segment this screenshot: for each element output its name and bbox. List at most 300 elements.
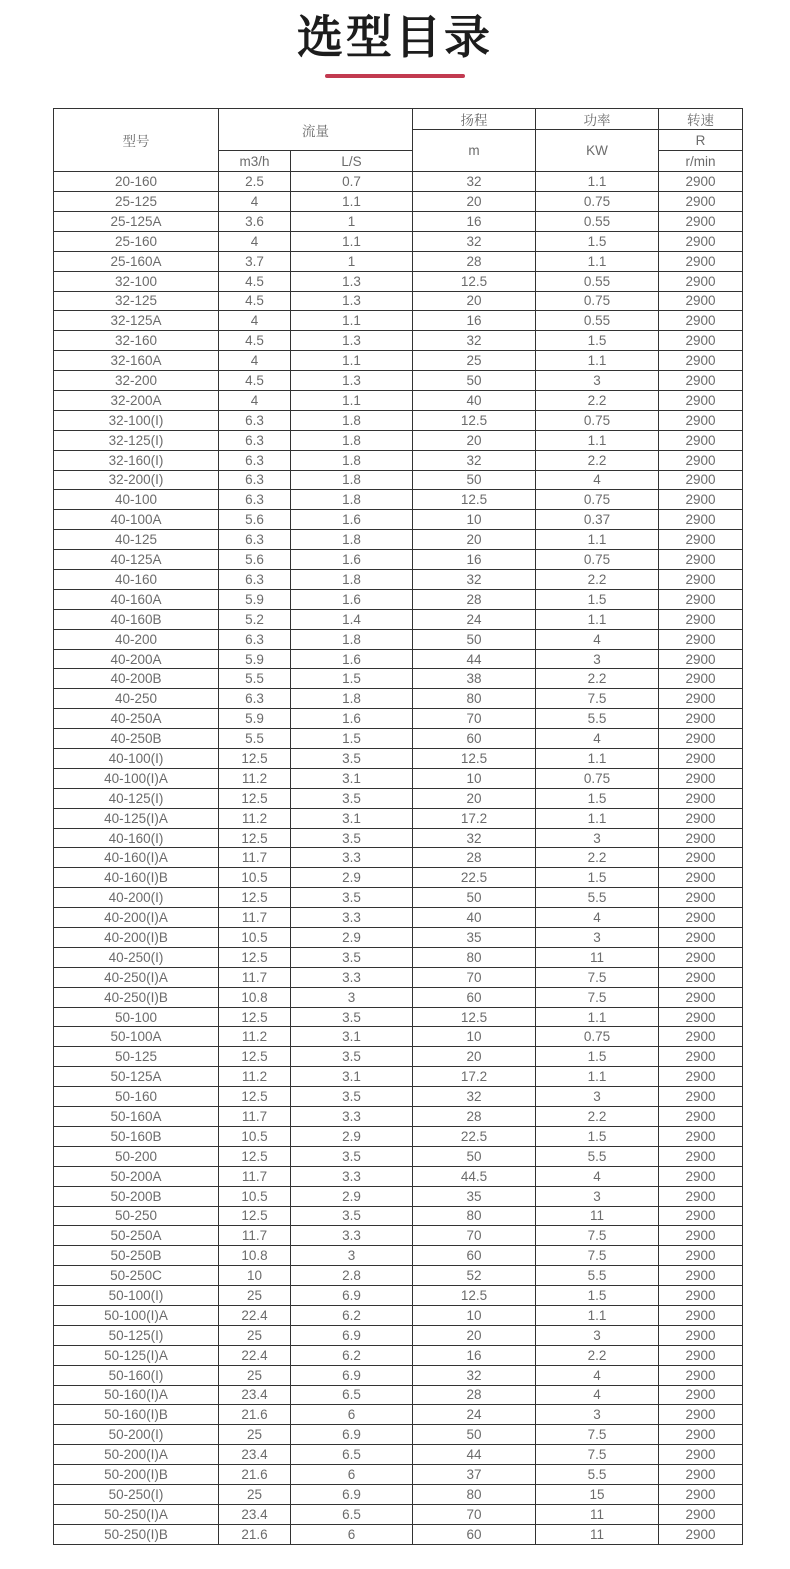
table-cell: 1.8: [291, 689, 413, 709]
table-cell: 32: [413, 172, 536, 192]
table-row: [54, 231, 743, 251]
table-cell: 4: [219, 351, 291, 371]
table-cell: 25: [219, 1325, 291, 1345]
table-cell: 50-125(I)A: [54, 1345, 219, 1365]
table-cell: 2900: [659, 1007, 743, 1027]
table-cell: 1.1: [291, 390, 413, 410]
table-cell: 1.3: [291, 291, 413, 311]
table-cell: 50-125: [54, 1047, 219, 1067]
table-cell: 5.5: [219, 669, 291, 689]
table-cell: 6.3: [219, 570, 291, 590]
table-cell: 12.5: [413, 1007, 536, 1027]
table-cell: 32-160A: [54, 351, 219, 371]
table-cell: 40-160B: [54, 609, 219, 629]
table-cell: 10: [413, 510, 536, 530]
table-cell: 32-200: [54, 371, 219, 391]
table-cell: 3.5: [291, 947, 413, 967]
table-cell: 0.75: [536, 1027, 659, 1047]
table-cell: 2900: [659, 967, 743, 987]
table-cell: 4: [219, 192, 291, 212]
table-row: [54, 192, 743, 212]
table-row: [54, 848, 743, 868]
table-row: [54, 1047, 743, 1067]
table-cell: 80: [413, 1206, 536, 1226]
table-row: [54, 1226, 743, 1246]
table-cell: 40-100(I): [54, 749, 219, 769]
table-cell: 40-250(I)B: [54, 987, 219, 1007]
table-cell: 37: [413, 1465, 536, 1485]
table-row: [54, 1405, 743, 1425]
table-row: [54, 430, 743, 450]
table-cell: 12.5: [413, 490, 536, 510]
table-row: [54, 410, 743, 430]
table-cell: 20: [413, 788, 536, 808]
table-cell: 40-100(I)A: [54, 768, 219, 788]
table-cell: 25-160: [54, 231, 219, 251]
table-cell: 5.9: [219, 589, 291, 609]
table-cell: 23.4: [219, 1385, 291, 1405]
table-cell: 32-125: [54, 291, 219, 311]
table-cell: 11.7: [219, 908, 291, 928]
table-cell: 40-160A: [54, 589, 219, 609]
table-cell: 3: [291, 1246, 413, 1266]
table-cell: 50-100: [54, 1007, 219, 1027]
table-cell: 11.2: [219, 1067, 291, 1087]
table-cell: 6.3: [219, 530, 291, 550]
table-cell: 2.8: [291, 1266, 413, 1286]
table-cell: 4: [536, 1385, 659, 1405]
table-cell: 17.2: [413, 808, 536, 828]
table-cell: 20: [413, 192, 536, 212]
table-cell: 40-160(I)B: [54, 868, 219, 888]
table-cell: 1.8: [291, 629, 413, 649]
table-cell: 2900: [659, 1266, 743, 1286]
table-cell: 3.3: [291, 1226, 413, 1246]
table-cell: 6.9: [291, 1425, 413, 1445]
table-row: [54, 1266, 743, 1286]
table-cell: 10.5: [219, 928, 291, 948]
table-cell: 32: [413, 570, 536, 590]
table-cell: 3.1: [291, 1027, 413, 1047]
table-cell: 17.2: [413, 1067, 536, 1087]
table-row: [54, 1425, 743, 1445]
table-row: [54, 550, 743, 570]
table-cell: 6.2: [291, 1305, 413, 1325]
table-cell: 2900: [659, 848, 743, 868]
table-cell: 7.5: [536, 689, 659, 709]
table-cell: 52: [413, 1266, 536, 1286]
table-cell: 10: [219, 1266, 291, 1286]
table-cell: 60: [413, 1246, 536, 1266]
table-row: [54, 1087, 743, 1107]
table-row: [54, 1385, 743, 1405]
table-row: [54, 1186, 743, 1206]
table-cell: 7.5: [536, 1425, 659, 1445]
table-cell: 2900: [659, 271, 743, 291]
table-row: [54, 788, 743, 808]
table-cell: 11: [536, 1504, 659, 1524]
table-row: [54, 351, 743, 371]
table-cell: 50-200: [54, 1146, 219, 1166]
table-cell: 21.6: [219, 1405, 291, 1425]
table-cell: 2900: [659, 172, 743, 192]
table-row: [54, 470, 743, 490]
table-cell: 28: [413, 251, 536, 271]
table-cell: 2900: [659, 788, 743, 808]
table-row: [54, 1206, 743, 1226]
table-cell: 4: [536, 1365, 659, 1385]
table-cell: 1.1: [536, 1305, 659, 1325]
table-cell: 40: [413, 390, 536, 410]
table-cell: 5.5: [219, 729, 291, 749]
table-cell: 6.3: [219, 450, 291, 470]
selection-catalog-table: [53, 108, 743, 1544]
table-row: [54, 1146, 743, 1166]
table-header: [54, 109, 743, 172]
table-cell: 25-125A: [54, 211, 219, 231]
table-row: [54, 1465, 743, 1485]
table-cell: 11.7: [219, 1166, 291, 1186]
table-cell: 22.5: [413, 1126, 536, 1146]
table-cell: 1.5: [536, 1126, 659, 1146]
table-cell: 2900: [659, 291, 743, 311]
table-cell: 10.5: [219, 1126, 291, 1146]
table-cell: 2900: [659, 1425, 743, 1445]
table-cell: 50-160: [54, 1087, 219, 1107]
table-cell: 2900: [659, 1067, 743, 1087]
table-cell: 0.37: [536, 510, 659, 530]
table-cell: 2900: [659, 1047, 743, 1067]
table-cell: 50-100A: [54, 1027, 219, 1047]
table-cell: 50: [413, 1146, 536, 1166]
table-cell: 4: [536, 470, 659, 490]
table-cell: 10.8: [219, 987, 291, 1007]
table-cell: 50-200B: [54, 1186, 219, 1206]
table-cell: 15: [536, 1484, 659, 1504]
table-cell: 3.1: [291, 1067, 413, 1087]
table-cell: 40-200A: [54, 649, 219, 669]
table-cell: 10: [413, 1305, 536, 1325]
table-cell: 50-250B: [54, 1246, 219, 1266]
table-cell: 50-200(I): [54, 1425, 219, 1445]
table-cell: 2900: [659, 908, 743, 928]
table-cell: 40-160: [54, 570, 219, 590]
table-row: [54, 609, 743, 629]
table-cell: 2.9: [291, 1126, 413, 1146]
table-cell: 3: [536, 1087, 659, 1107]
table-cell: 6.2: [291, 1345, 413, 1365]
table-cell: 3: [536, 1186, 659, 1206]
table-cell: 50-160(I)A: [54, 1385, 219, 1405]
table-cell: 4: [219, 231, 291, 251]
table-cell: 10.5: [219, 1186, 291, 1206]
table-cell: 11.7: [219, 1226, 291, 1246]
table-cell: 32: [413, 331, 536, 351]
table-cell: 2900: [659, 928, 743, 948]
table-cell: 3.5: [291, 1087, 413, 1107]
table-row: [54, 828, 743, 848]
table-cell: 50-160(I)B: [54, 1405, 219, 1425]
table-cell: 25: [219, 1365, 291, 1385]
table-cell: 4: [536, 908, 659, 928]
table-cell: 25: [219, 1286, 291, 1306]
table-cell: 1.8: [291, 470, 413, 490]
table-cell: 1.1: [291, 192, 413, 212]
table-cell: 25-160A: [54, 251, 219, 271]
table-cell: 32-200(I): [54, 470, 219, 490]
table-cell: 25: [219, 1484, 291, 1504]
table-cell: 5.5: [536, 1465, 659, 1485]
table-row: [54, 1107, 743, 1127]
table-row: [54, 908, 743, 928]
table-cell: 6.3: [219, 490, 291, 510]
table-row: [54, 510, 743, 530]
table-cell: 2900: [659, 1286, 743, 1306]
table-cell: 5.2: [219, 609, 291, 629]
table-cell: 2900: [659, 1465, 743, 1485]
table-cell: 3: [536, 371, 659, 391]
column-header-flow-m3h: m3/h: [219, 151, 291, 172]
table-cell: 11: [536, 947, 659, 967]
table-cell: 80: [413, 689, 536, 709]
table-cell: 1.5: [536, 589, 659, 609]
table-cell: 7.5: [536, 1246, 659, 1266]
table-cell: 0.55: [536, 211, 659, 231]
table-cell: 21.6: [219, 1465, 291, 1485]
table-cell: 32-160: [54, 331, 219, 351]
column-header-flow-ls: L/S: [291, 151, 413, 172]
table-cell: 50: [413, 371, 536, 391]
table-cell: 2900: [659, 550, 743, 570]
table-cell: 40-200: [54, 629, 219, 649]
table-cell: 32-200A: [54, 390, 219, 410]
table-cell: 4.5: [219, 291, 291, 311]
table-cell: 2900: [659, 1385, 743, 1405]
table-cell: 40-200(I): [54, 888, 219, 908]
column-header-power-unit: KW: [536, 130, 659, 172]
table-cell: 2900: [659, 311, 743, 331]
table-cell: 50-250(I)B: [54, 1524, 219, 1544]
table-row: [54, 808, 743, 828]
table-cell: 3: [536, 928, 659, 948]
table-cell: 1.6: [291, 649, 413, 669]
table-cell: 3.3: [291, 967, 413, 987]
table-row: [54, 749, 743, 769]
table-cell: 28: [413, 848, 536, 868]
table-cell: 6.5: [291, 1385, 413, 1405]
table-cell: 2.2: [536, 669, 659, 689]
table-cell: 40-250A: [54, 709, 219, 729]
table-cell: 7.5: [536, 987, 659, 1007]
table-cell: 32-125(I): [54, 430, 219, 450]
table-cell: 11.7: [219, 1107, 291, 1127]
table-cell: 0.75: [536, 768, 659, 788]
table-cell: 22.4: [219, 1345, 291, 1365]
table-cell: 4.5: [219, 371, 291, 391]
table-cell: 28: [413, 1107, 536, 1127]
table-cell: 6.9: [291, 1325, 413, 1345]
table-cell: 3.1: [291, 768, 413, 788]
table-cell: 50-160(I): [54, 1365, 219, 1385]
table-cell: 10.8: [219, 1246, 291, 1266]
table-cell: 2900: [659, 1206, 743, 1226]
table-cell: 1.1: [536, 1007, 659, 1027]
table-cell: 12.5: [219, 1047, 291, 1067]
table-cell: 50-250: [54, 1206, 219, 1226]
table-cell: 32: [413, 1087, 536, 1107]
table-row: [54, 291, 743, 311]
table-cell: 5.6: [219, 550, 291, 570]
table-cell: 40: [413, 908, 536, 928]
table-row: [54, 172, 743, 192]
table-cell: 2900: [659, 1365, 743, 1385]
table-cell: 2900: [659, 987, 743, 1007]
table-cell: 32-100: [54, 271, 219, 291]
table-cell: 6.3: [219, 470, 291, 490]
table-cell: 2900: [659, 888, 743, 908]
table-cell: 6: [291, 1465, 413, 1485]
column-header-speed-r: R: [659, 130, 743, 151]
table-cell: 3: [291, 987, 413, 1007]
table-cell: 2.5: [219, 172, 291, 192]
table-cell: 1.5: [536, 1286, 659, 1306]
table-cell: 50-200A: [54, 1166, 219, 1186]
table-cell: 2900: [659, 768, 743, 788]
table-cell: 1.1: [536, 808, 659, 828]
table-cell: 35: [413, 928, 536, 948]
table-cell: 40-125(I): [54, 788, 219, 808]
table-cell: 32: [413, 828, 536, 848]
table-cell: 50-100(I)A: [54, 1305, 219, 1325]
table-row: [54, 1365, 743, 1385]
table-cell: 2900: [659, 1305, 743, 1325]
table-cell: 2900: [659, 430, 743, 450]
table-cell: 2900: [659, 470, 743, 490]
table-cell: 50-200(I)A: [54, 1445, 219, 1465]
table-cell: 1.1: [291, 231, 413, 251]
table-cell: 20: [413, 1325, 536, 1345]
table-cell: 2900: [659, 530, 743, 550]
table-cell: 3: [536, 828, 659, 848]
table-cell: 0.7: [291, 172, 413, 192]
table-cell: 1.5: [536, 331, 659, 351]
table-cell: 2900: [659, 211, 743, 231]
table-cell: 2900: [659, 749, 743, 769]
table-cell: 28: [413, 1385, 536, 1405]
table-cell: 4.5: [219, 271, 291, 291]
table-row: [54, 629, 743, 649]
table-cell: 5.5: [536, 888, 659, 908]
table-cell: 11.2: [219, 1027, 291, 1047]
table-cell: 20: [413, 430, 536, 450]
table-cell: 0.55: [536, 311, 659, 331]
table-cell: 0.55: [536, 271, 659, 291]
table-cell: 2900: [659, 1146, 743, 1166]
table-cell: 6.3: [219, 629, 291, 649]
table-cell: 0.75: [536, 291, 659, 311]
table-cell: 23.4: [219, 1504, 291, 1524]
table-cell: 32: [413, 231, 536, 251]
table-cell: 21.6: [219, 1524, 291, 1544]
table-row: [54, 1484, 743, 1504]
column-header-speed: 转速: [659, 109, 743, 130]
table-row: [54, 1027, 743, 1047]
table-cell: 40-125: [54, 530, 219, 550]
table-cell: 40-250(I)A: [54, 967, 219, 987]
table-cell: 40-200(I)B: [54, 928, 219, 948]
table-cell: 32-125A: [54, 311, 219, 331]
table-cell: 4: [219, 390, 291, 410]
table-row: [54, 649, 743, 669]
column-header-flow: 流量: [219, 109, 413, 151]
table-row: [54, 669, 743, 689]
table-cell: 2900: [659, 729, 743, 749]
table-cell: 50: [413, 629, 536, 649]
table-cell: 3.5: [291, 888, 413, 908]
table-cell: 1.8: [291, 490, 413, 510]
table-row: [54, 1445, 743, 1465]
table-cell: 2900: [659, 689, 743, 709]
table-cell: 44: [413, 649, 536, 669]
table-cell: 50-125(I): [54, 1325, 219, 1345]
table-cell: 2.2: [536, 390, 659, 410]
table-cell: 0.75: [536, 550, 659, 570]
table-cell: 10: [413, 1027, 536, 1047]
table-cell: 4: [536, 1166, 659, 1186]
table-cell: 2.2: [536, 450, 659, 470]
table-cell: 6.3: [219, 430, 291, 450]
table-cell: 2900: [659, 331, 743, 351]
table-cell: 40-250(I): [54, 947, 219, 967]
table-cell: 2900: [659, 231, 743, 251]
table-cell: 44.5: [413, 1166, 536, 1186]
table-cell: 50-250C: [54, 1266, 219, 1286]
table-row: [54, 1246, 743, 1266]
table-cell: 3.1: [291, 808, 413, 828]
table-cell: 3.5: [291, 1146, 413, 1166]
table-cell: 6: [291, 1524, 413, 1544]
table-row: [54, 331, 743, 351]
table-cell: 32: [413, 450, 536, 470]
table-cell: 3.6: [219, 211, 291, 231]
page-title: 选型目录: [297, 11, 493, 63]
table-cell: 6.3: [219, 689, 291, 709]
table-cell: 5.9: [219, 709, 291, 729]
table-cell: 10: [413, 768, 536, 788]
table-cell: 20: [413, 291, 536, 311]
table-cell: 1.3: [291, 371, 413, 391]
table-cell: 50-160A: [54, 1107, 219, 1127]
table-cell: 2900: [659, 669, 743, 689]
table-cell: 2900: [659, 808, 743, 828]
table-cell: 16: [413, 311, 536, 331]
table-cell: 1.5: [536, 1047, 659, 1067]
table-cell: 12.5: [413, 1286, 536, 1306]
table-cell: 6.9: [291, 1365, 413, 1385]
table-cell: 50-250A: [54, 1226, 219, 1246]
table-row: [54, 689, 743, 709]
table-cell: 3: [536, 1325, 659, 1345]
table-cell: 12.5: [219, 947, 291, 967]
table-cell: 1.8: [291, 430, 413, 450]
table-cell: 2.9: [291, 928, 413, 948]
table-cell: 40-100: [54, 490, 219, 510]
table-row: [54, 311, 743, 331]
table-cell: 2.2: [536, 1107, 659, 1127]
table-cell: 40-250: [54, 689, 219, 709]
table-row: [54, 729, 743, 749]
table-cell: 2900: [659, 868, 743, 888]
